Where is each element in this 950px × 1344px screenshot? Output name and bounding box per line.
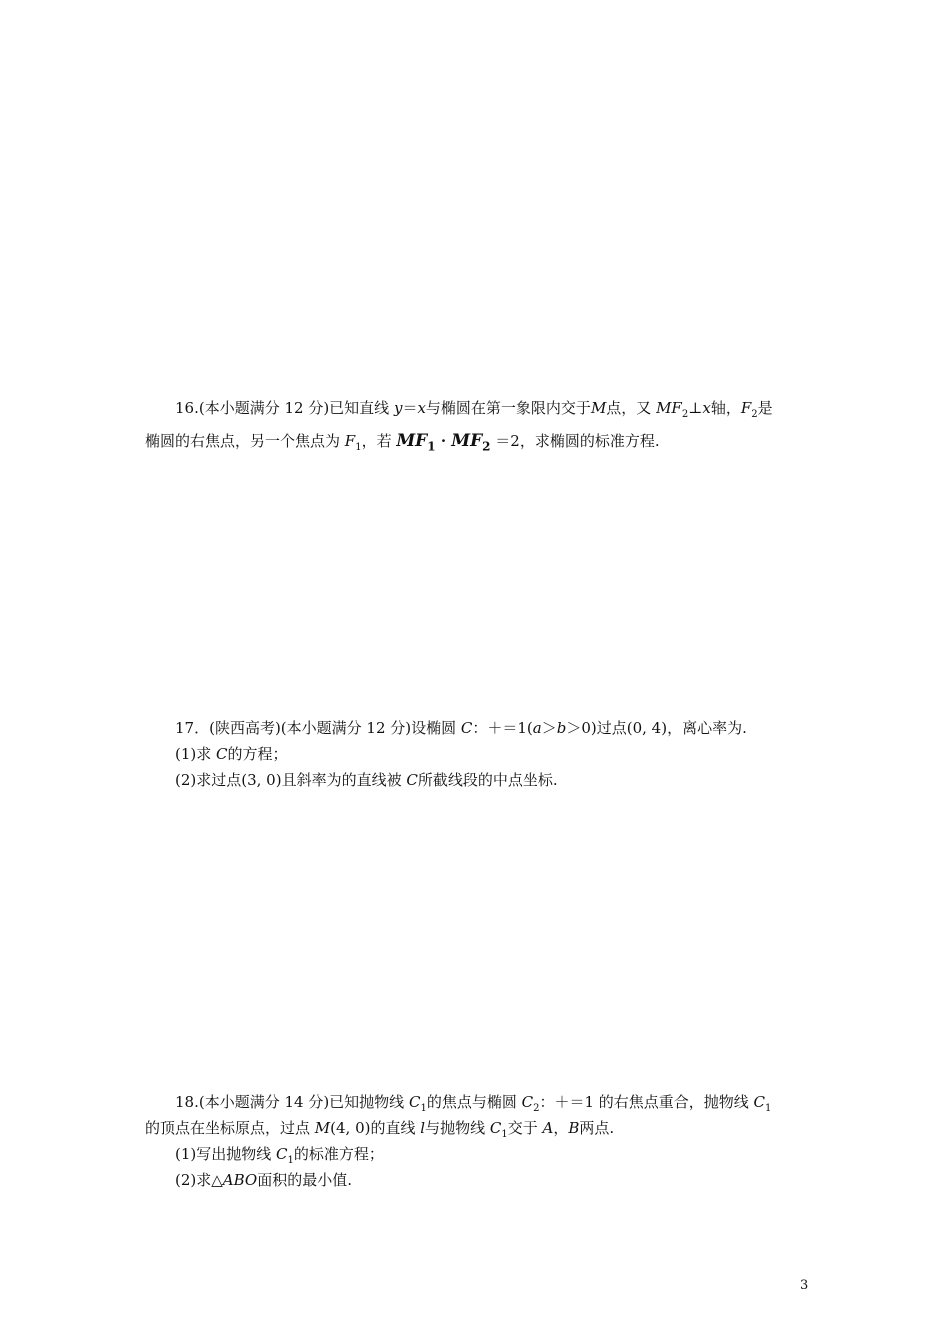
problem-17-part-1: (1)求 C的方程； (175, 745, 288, 763)
page-number: 3 (800, 1278, 809, 1293)
problem-16-line-1: 16.(本小题满分 12 分)已知直线 y＝x与椭圆在第一象限内交于M点，又 $MF_2\perp x$轴，$F_2$是 (175, 399, 773, 420)
problem-18-line-1: 18.(本小题满分 14 分)已知抛物线 $C_1$的焦点与椭圆 $C_2$：＋＝1 的右焦点重合，抛物线 $C_1$ (175, 1093, 772, 1114)
vector-mf1: $MF_1$ (396, 431, 436, 454)
problem-17-part-2: (2)求过点(3, 0)且斜率为的直线被 C所截线段的中点坐标. (175, 771, 558, 789)
problem-18-part-1: (1)写出抛物线 $C_1$的标准方程； (175, 1145, 384, 1166)
vector-mf2: $MF_2$ (451, 431, 491, 454)
problem-18-part-2: (2)求△ABO面积的最小值. (175, 1171, 353, 1189)
problem-17-line-1: 17．(陕西高考)(本小题满分 12 分)设椭圆 C：＋＝1(a＞b＞0)过点(0, 4)，离心率为. (175, 719, 747, 737)
problem-16-line-2: 椭圆的右焦点，另一个焦点为 $F_1$，若 $MF_1 \cdot MF_2 =2$，求椭圆的标准方程. (145, 431, 660, 454)
problem-18-line-2: 的顶点在坐标原点，过点 M(4, 0)的直线 l与抛物线 $C_1$交于 A，B两点. (145, 1119, 615, 1140)
